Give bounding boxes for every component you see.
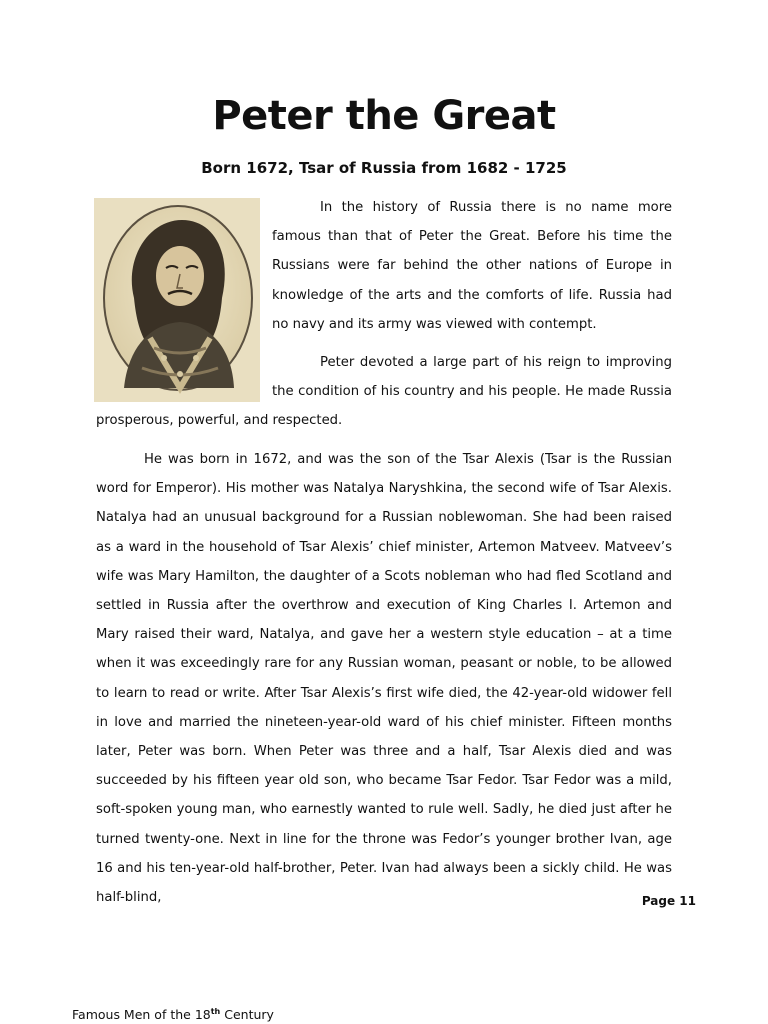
- page-title: Peter the Great: [212, 93, 556, 139]
- footer-text: [72, 1007, 274, 1022]
- portrait-wrap-spacer-2: [96, 348, 272, 406]
- paragraph-1: In the history of Russia there is no name more famous than that of Peter the Great. Before his time the Russians were far behind the other nations of Europe in knowledge of the arts and the comforts of life. Russia had no navy and its army was viewed with contempt.: [272, 200, 672, 332]
- paragraph-birth: [96, 445, 672, 912]
- page-number: Page 11: [641, 894, 696, 908]
- paragraph-improvements: [96, 348, 672, 436]
- footer-prefix: Famous Men of the 18: [72, 1007, 211, 1023]
- paragraph-2: Peter devoted a large part of his reign to improving the condition of his country and his people. He made Russia prosperous, powerful, and respected.: [96, 355, 672, 429]
- footer-superscript: th: [210, 1007, 221, 1016]
- paragraph-3: He was born in 1672, and was the son of the Tsar Alexis (Tsar is the Russian word for Emperor). His mother was Natalya Naryshkina, the second wife of Tsar Alexis. Natalya had an unusual background for a Russian noblewoman. She had been raised as a ward in the household of Tsar Alexis’ chief minister, Artemon Matveev. Matveev’s wife was Mary Hamilton, the daughter of a Scots nobleman who had fled Scotland and settled in Russia after the overthrow and execution of King Charles I. Artemon and Mary raised their ward, Natalya, and gave her a western style education – at a time when it was exceedingly rare for any Russian woman, peasant or noble, to be allowed to learn to read or write. After Tsar Alexis’s first wife died, the 42-year-old widower fell in love and married the nineteen-year-old ward of his chief minister. Fifteen months later, Peter was born. When Peter was three and a half, Tsar Alexis died and was succeeded by his fifteen year old son, who became Tsar Fedor. Tsar Fedor was a mild, soft-spoken young man, who earnestly wanted to rule well. Sadly, he died just after he turned twenty-one. Next in line for the throne was Fedor’s younger brother Ivan, age 16 and his ten-year-old half-brother, Peter. Ivan had always been a sickly child. He was half-blind,: [96, 452, 672, 906]
- footer-suffix: Century: [220, 1007, 274, 1023]
- page-subtitle: Born 1672, Tsar of Russia from 1682 - 1725: [201, 159, 567, 177]
